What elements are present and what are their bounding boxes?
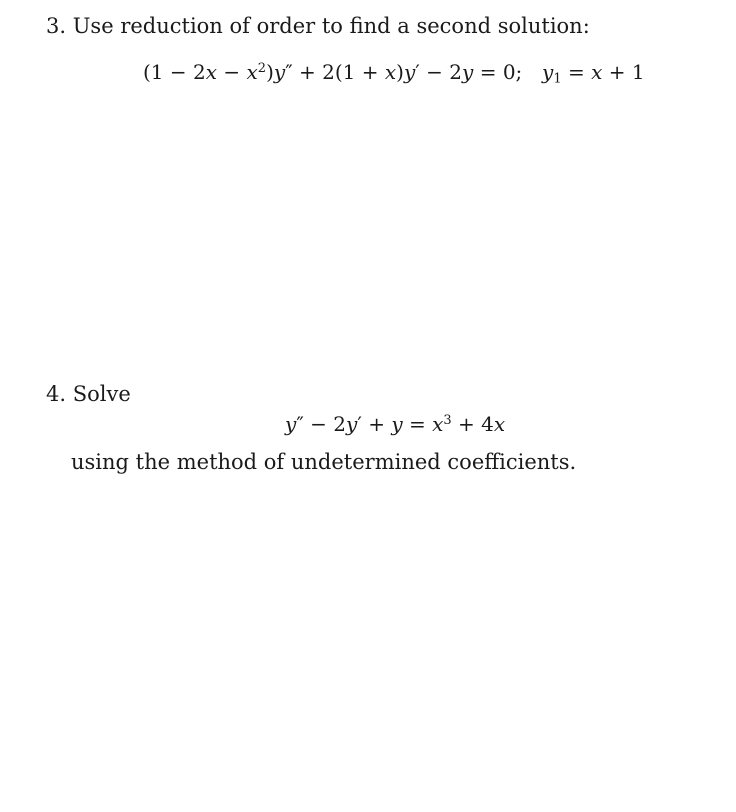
eq3-sol-var: x — [591, 60, 603, 84]
eq3-var: x — [205, 60, 218, 84]
eq3-part: = 0; — [473, 60, 523, 84]
problem-3-number: 3. — [46, 14, 67, 38]
eq3-part: ) — [396, 60, 404, 84]
eq3-sol-var: y — [542, 60, 554, 84]
eq4-part: − 2 — [303, 412, 346, 436]
eq4-prime: ″ — [296, 412, 304, 436]
eq3-part: (1 − 2 — [143, 60, 206, 84]
eq3-part: + 2(1 + — [292, 60, 385, 84]
eq4-var: y — [346, 412, 358, 436]
problem-4-number: 4. — [46, 382, 67, 406]
problem-3-heading — [46, 14, 590, 38]
eq3-sol-subscript: 1 — [553, 71, 562, 87]
eq3-part: ) — [266, 60, 274, 84]
eq4-var: x — [432, 412, 444, 436]
problem-3-instruction: Use reduction of order to find a second solution: — [72, 14, 590, 38]
eq3-var: y — [273, 60, 286, 84]
problem-3-given-solution — [542, 60, 645, 87]
problem-4-heading — [46, 382, 131, 406]
problem-4-equation — [285, 412, 505, 436]
eq4-var: y — [391, 412, 403, 436]
eq3-prime: ′ — [415, 60, 420, 84]
eq4-var: y — [285, 412, 297, 436]
eq4-part: = — [402, 412, 433, 436]
problem-3-equation — [143, 60, 522, 84]
eq3-prime: ″ — [285, 60, 293, 84]
eq3-sol-part: = — [561, 60, 592, 84]
eq4-part: + 4 — [451, 412, 494, 436]
eq3-var: x — [384, 60, 397, 84]
eq4-exponent: 3 — [443, 412, 452, 428]
eq3-var: y — [462, 60, 474, 84]
eq3-exponent: 2 — [257, 60, 267, 76]
eq3-sol-part: + 1 — [602, 60, 645, 84]
eq3-var: y — [403, 60, 416, 84]
eq3-part: − — [217, 60, 247, 84]
eq4-part: + — [361, 412, 392, 436]
problem-4-instruction: Solve — [72, 382, 131, 406]
eq4-var: x — [493, 412, 506, 436]
eq3-var: x — [246, 60, 258, 84]
eq4-prime: ′ — [357, 412, 362, 436]
problem-4-method: using the method of undetermined coefficients. — [71, 450, 577, 474]
eq3-part: − 2 — [419, 60, 463, 84]
